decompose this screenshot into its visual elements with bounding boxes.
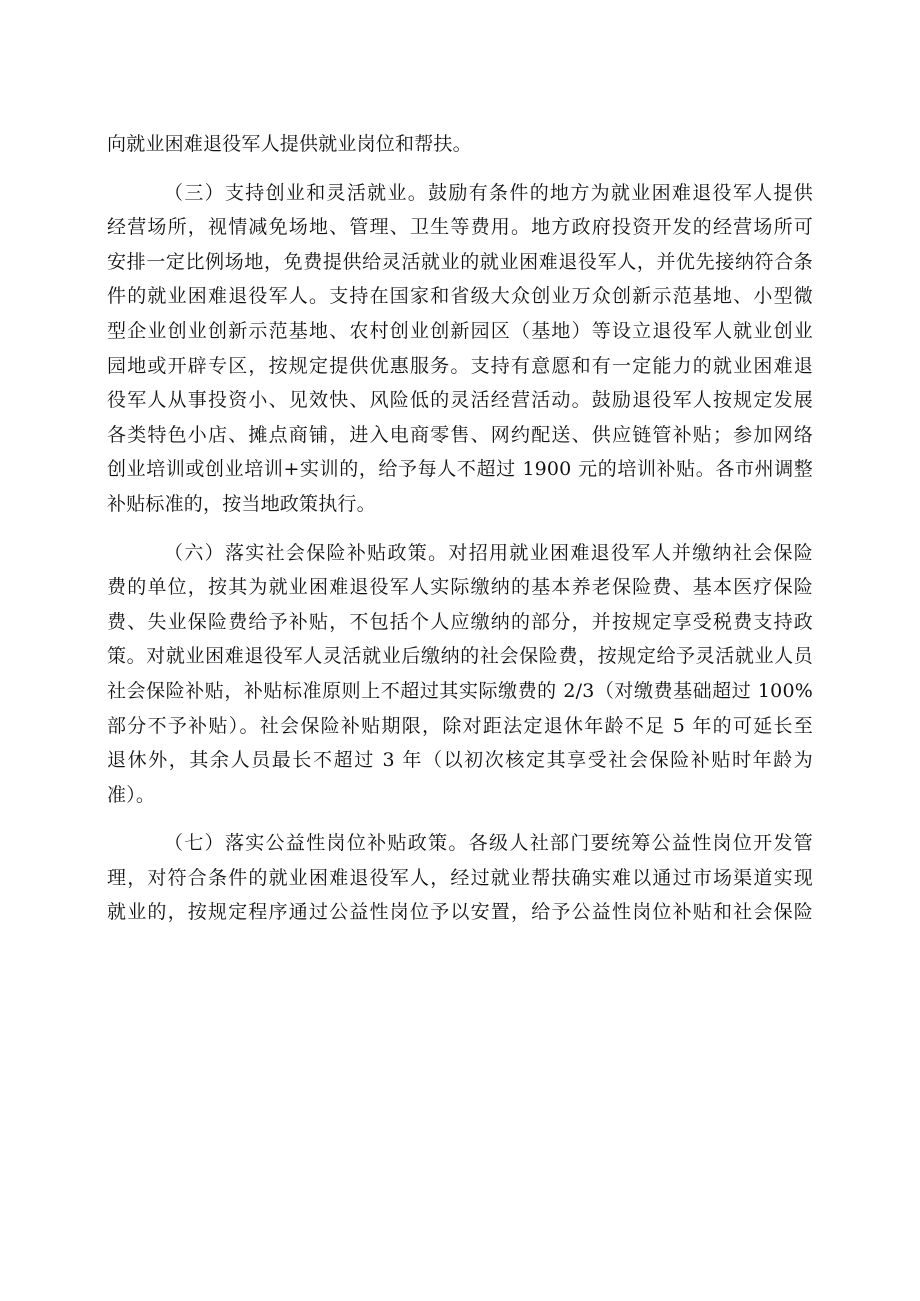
paragraph-line: 向就业困难退役军人提供就业岗位和帮扶。 <box>107 133 472 155</box>
paragraph-line: 安排一定比例场地，免费提供给灵活就业的就业困难退役军人，并优先接纳符合条 <box>107 250 813 273</box>
paragraph-line: 园地或开辟专区，按规定提供优惠服务。支持有意愿和有一定能力的就业困难退 <box>107 354 813 377</box>
paragraph-line: 型企业创业创新示范基地、农村创业创新园区（基地）等设立退役军人就业创业 <box>107 319 813 342</box>
document-body <box>107 127 813 930</box>
paragraph-social-insurance-subsidy <box>107 536 813 813</box>
paragraph-line: 创业培训或创业培训+实训的，给予每人不超过 1900 元的培训补贴。各市州调整 <box>107 458 813 481</box>
paragraph-line: 补贴标准的，按当地政策执行。 <box>107 492 376 515</box>
paragraph-line: （七）落实公益性岗位补贴政策。各级人社部门要统筹公益性岗位开发管 <box>164 832 813 855</box>
paragraph-line: 部分不予补贴）。社会保险补贴期限，除对距法定退休年龄不足 5 年的可延长至 <box>107 714 813 737</box>
paragraph-line: 策。对就业困难退役军人灵活就业后缴纳的社会保险费，按规定给予灵活就业人员 <box>107 645 813 668</box>
paragraph-line: 费的单位，按其为就业困难退役军人实际缴纳的基本养老保险费、基本医疗保险 <box>107 576 813 599</box>
paragraph-public-welfare-post-subsidy <box>107 826 813 930</box>
paragraph-line: 准）。 <box>107 783 156 806</box>
paragraph-line: （三）支持创业和灵活就业。鼓励有条件的地方为就业困难退役军人提供 <box>164 181 813 204</box>
paragraph-line: 就业的，按规定程序通过公益性岗位予以安置，给予公益性岗位补贴和社会保险 <box>107 901 813 924</box>
paragraph-line: 经营场所，视情减免场地、管理、卫生等费用。地方政府投资开发的经营场所可 <box>107 216 813 239</box>
paragraph-line: （六）落实社会保险补贴政策。对招用就业困难退役军人并缴纳社会保险 <box>164 541 813 564</box>
paragraph-line: 退休外，其余人员最长不超过 3 年（以初次核定其享受社会保险补贴时年龄为 <box>107 749 813 772</box>
paragraph-line: 役军人从事投资小、见效快、风险低的灵活经营活动。鼓励退役军人按规定发展 <box>107 389 813 412</box>
paragraph-line: 社会保险补贴，补贴标准原则上不超过其实际缴费的 2/3（对缴费基础超过 100% <box>107 679 813 702</box>
paragraph-line: 理，对符合条件的就业困难退役军人，经过就业帮扶确实难以通过市场渠道实现 <box>107 866 813 889</box>
paragraph-line: 费、失业保险费给予补贴，不包括个人应缴纳的部分，并按规定享受税费支持政 <box>107 610 813 633</box>
paragraph-line: 各类特色小店、摊点商铺，进入电商零售、网约配送、供应链管补贴；参加网络 <box>107 423 813 446</box>
paragraph-support-entrepreneurship <box>107 176 813 522</box>
paragraph-line: 件的就业困难退役军人。支持在国家和省级大众创业万众创新示范基地、小型微 <box>107 285 813 308</box>
